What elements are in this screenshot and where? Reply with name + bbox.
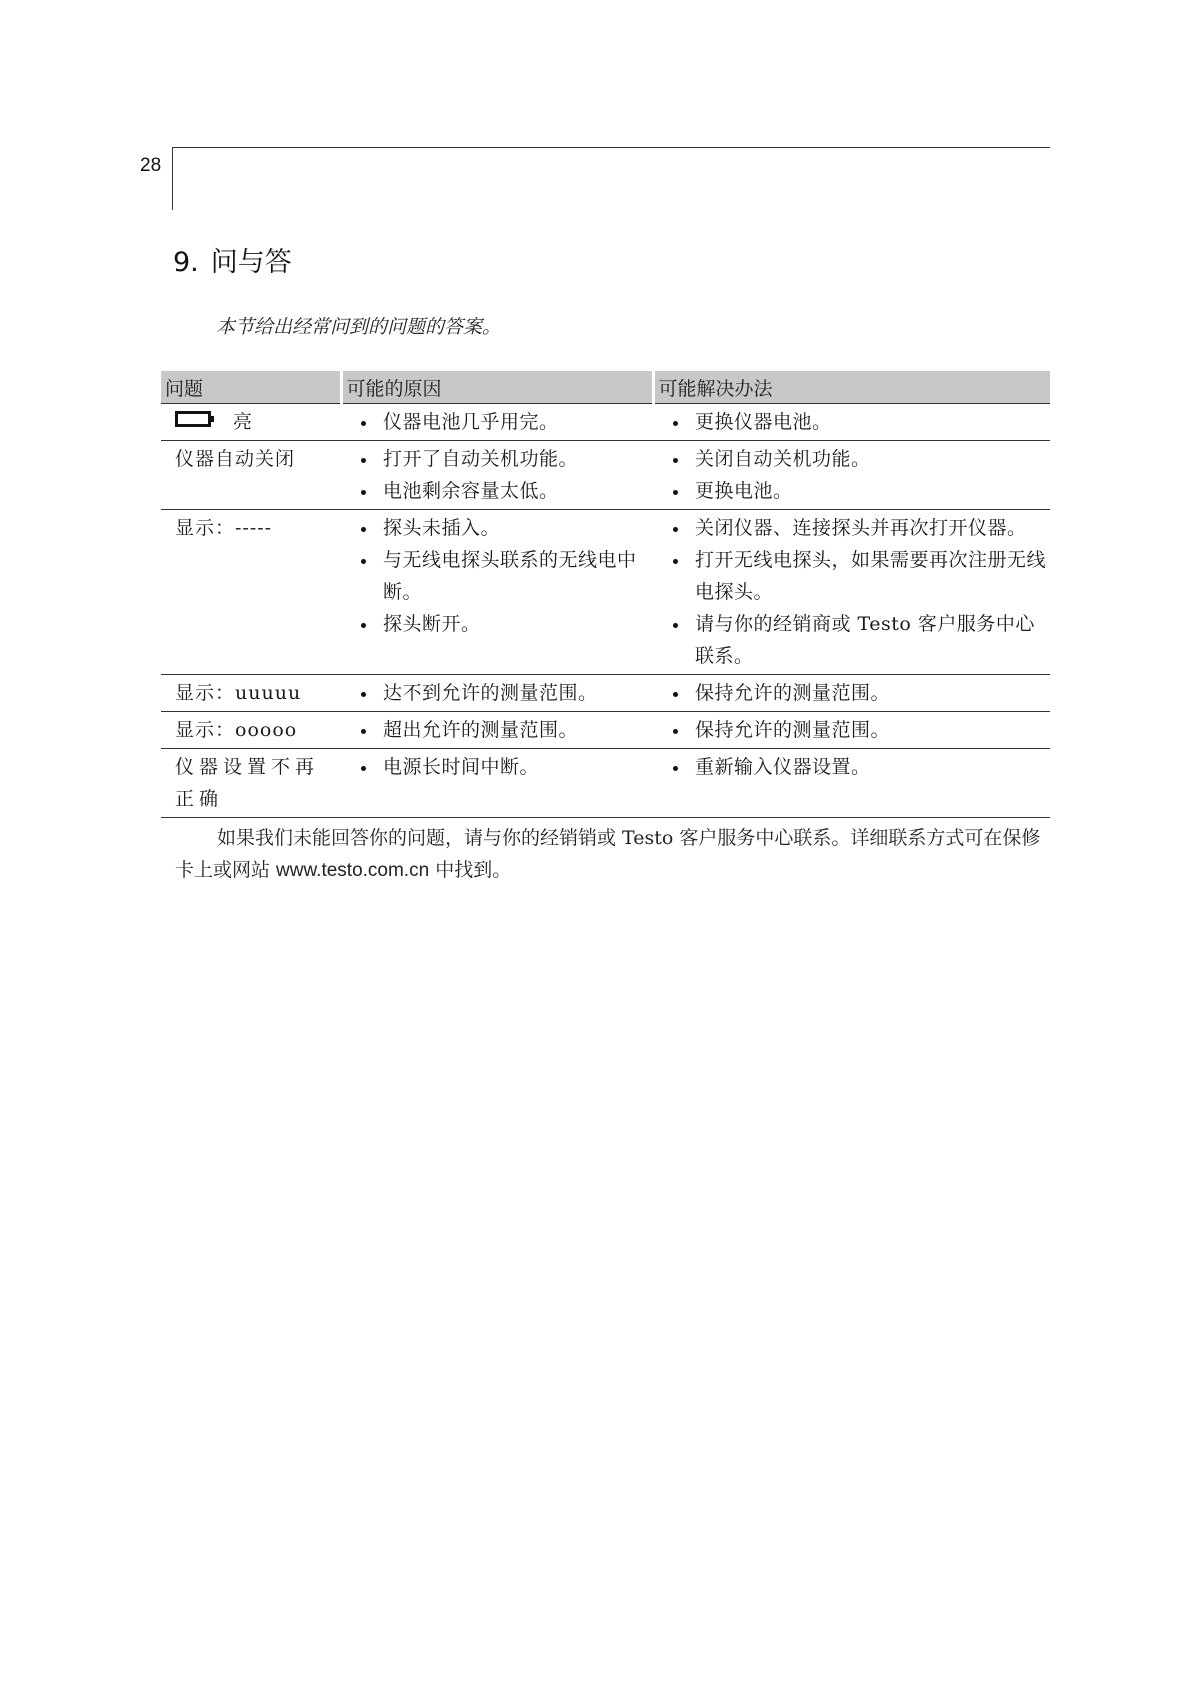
problem-cell: 显示：----- [175,517,273,539]
battery-icon [175,405,215,437]
list-item: 达不到允许的测量范围。 [355,677,649,709]
table-row [161,712,1050,749]
header-causes: 可能的原因 [341,371,653,404]
causes-cell [341,510,653,675]
header-vertical-rule [172,147,173,210]
section-title-text: 问与答 [210,247,292,278]
list-item: 重新输入仪器设置。 [667,751,1046,783]
header-horizontal-rule [172,147,1050,148]
causes-cell [341,749,653,818]
list-item: 更换电池。 [667,475,1046,507]
solutions-cell [653,404,1050,441]
list-item: 探头断开。 [355,608,649,640]
causes-cell [341,404,653,441]
section-number: 9. [173,247,199,278]
table-row [161,404,1050,441]
problem-text: 亮 [233,411,254,433]
list-item: 关闭自动关机功能。 [667,443,1046,475]
problem-cell: 仪器自动关闭 [175,448,296,470]
solutions-cell [653,510,1050,675]
solutions-cell [653,712,1050,749]
footer-paragraph [175,822,1045,887]
list-item: 更换仪器电池。 [667,406,1046,438]
list-item: 探头未插入。 [355,512,649,544]
header-solutions: 可能解决办法 [653,371,1050,404]
list-item: 与无线电探头联系的无线电中断。 [355,544,649,608]
list-item: 打开无线电探头，如果需要再次注册无线电探头。 [667,544,1046,608]
problem-cell: 仪器设置不再正确 [175,756,320,810]
list-item: 保持允许的测量范围。 [667,714,1046,746]
problem-cell: 显示：ooooo [175,719,298,741]
page-number: 28 [140,155,162,176]
solutions-cell [653,675,1050,712]
problem-cell [161,404,341,441]
list-item: 仪器电池几乎用完。 [355,406,649,438]
causes-cell [341,441,653,510]
list-item: 打开了自动关机功能。 [355,443,649,475]
causes-cell [341,712,653,749]
list-item: 请与你的经销商或 Testo 客户服务中心联系。 [667,608,1046,672]
table-row [161,675,1050,712]
header-problem: 问题 [161,371,341,404]
table-row [161,510,1050,675]
footer-text-before: 如果我们未能回答你的问题，请与你的经销销或 Testo 客户服务中心联系。详细联系方式可在保修卡上或网站 [175,827,1041,881]
list-item: 关闭仪器、连接探头并再次打开仪器。 [667,512,1046,544]
footer-text-after: 中找到。 [429,859,512,881]
table-row [161,749,1050,818]
solutions-cell [653,441,1050,510]
qa-table [161,371,1050,818]
list-item: 保持允许的测量范围。 [667,677,1046,709]
solutions-cell [653,749,1050,818]
section-intro: 本节给出经常问到的问题的答案。 [216,316,502,338]
problem-cell: 显示：uuuuu [175,682,302,704]
list-item: 超出允许的测量范围。 [355,714,649,746]
table-row [161,441,1050,510]
causes-cell [341,675,653,712]
website-link[interactable]: www.testo.com.cn [276,860,430,881]
list-item: 电源长时间中断。 [355,751,649,783]
table-header-row [161,371,1050,404]
list-item: 电池剩余容量太低。 [355,475,649,507]
section-title [173,240,292,279]
